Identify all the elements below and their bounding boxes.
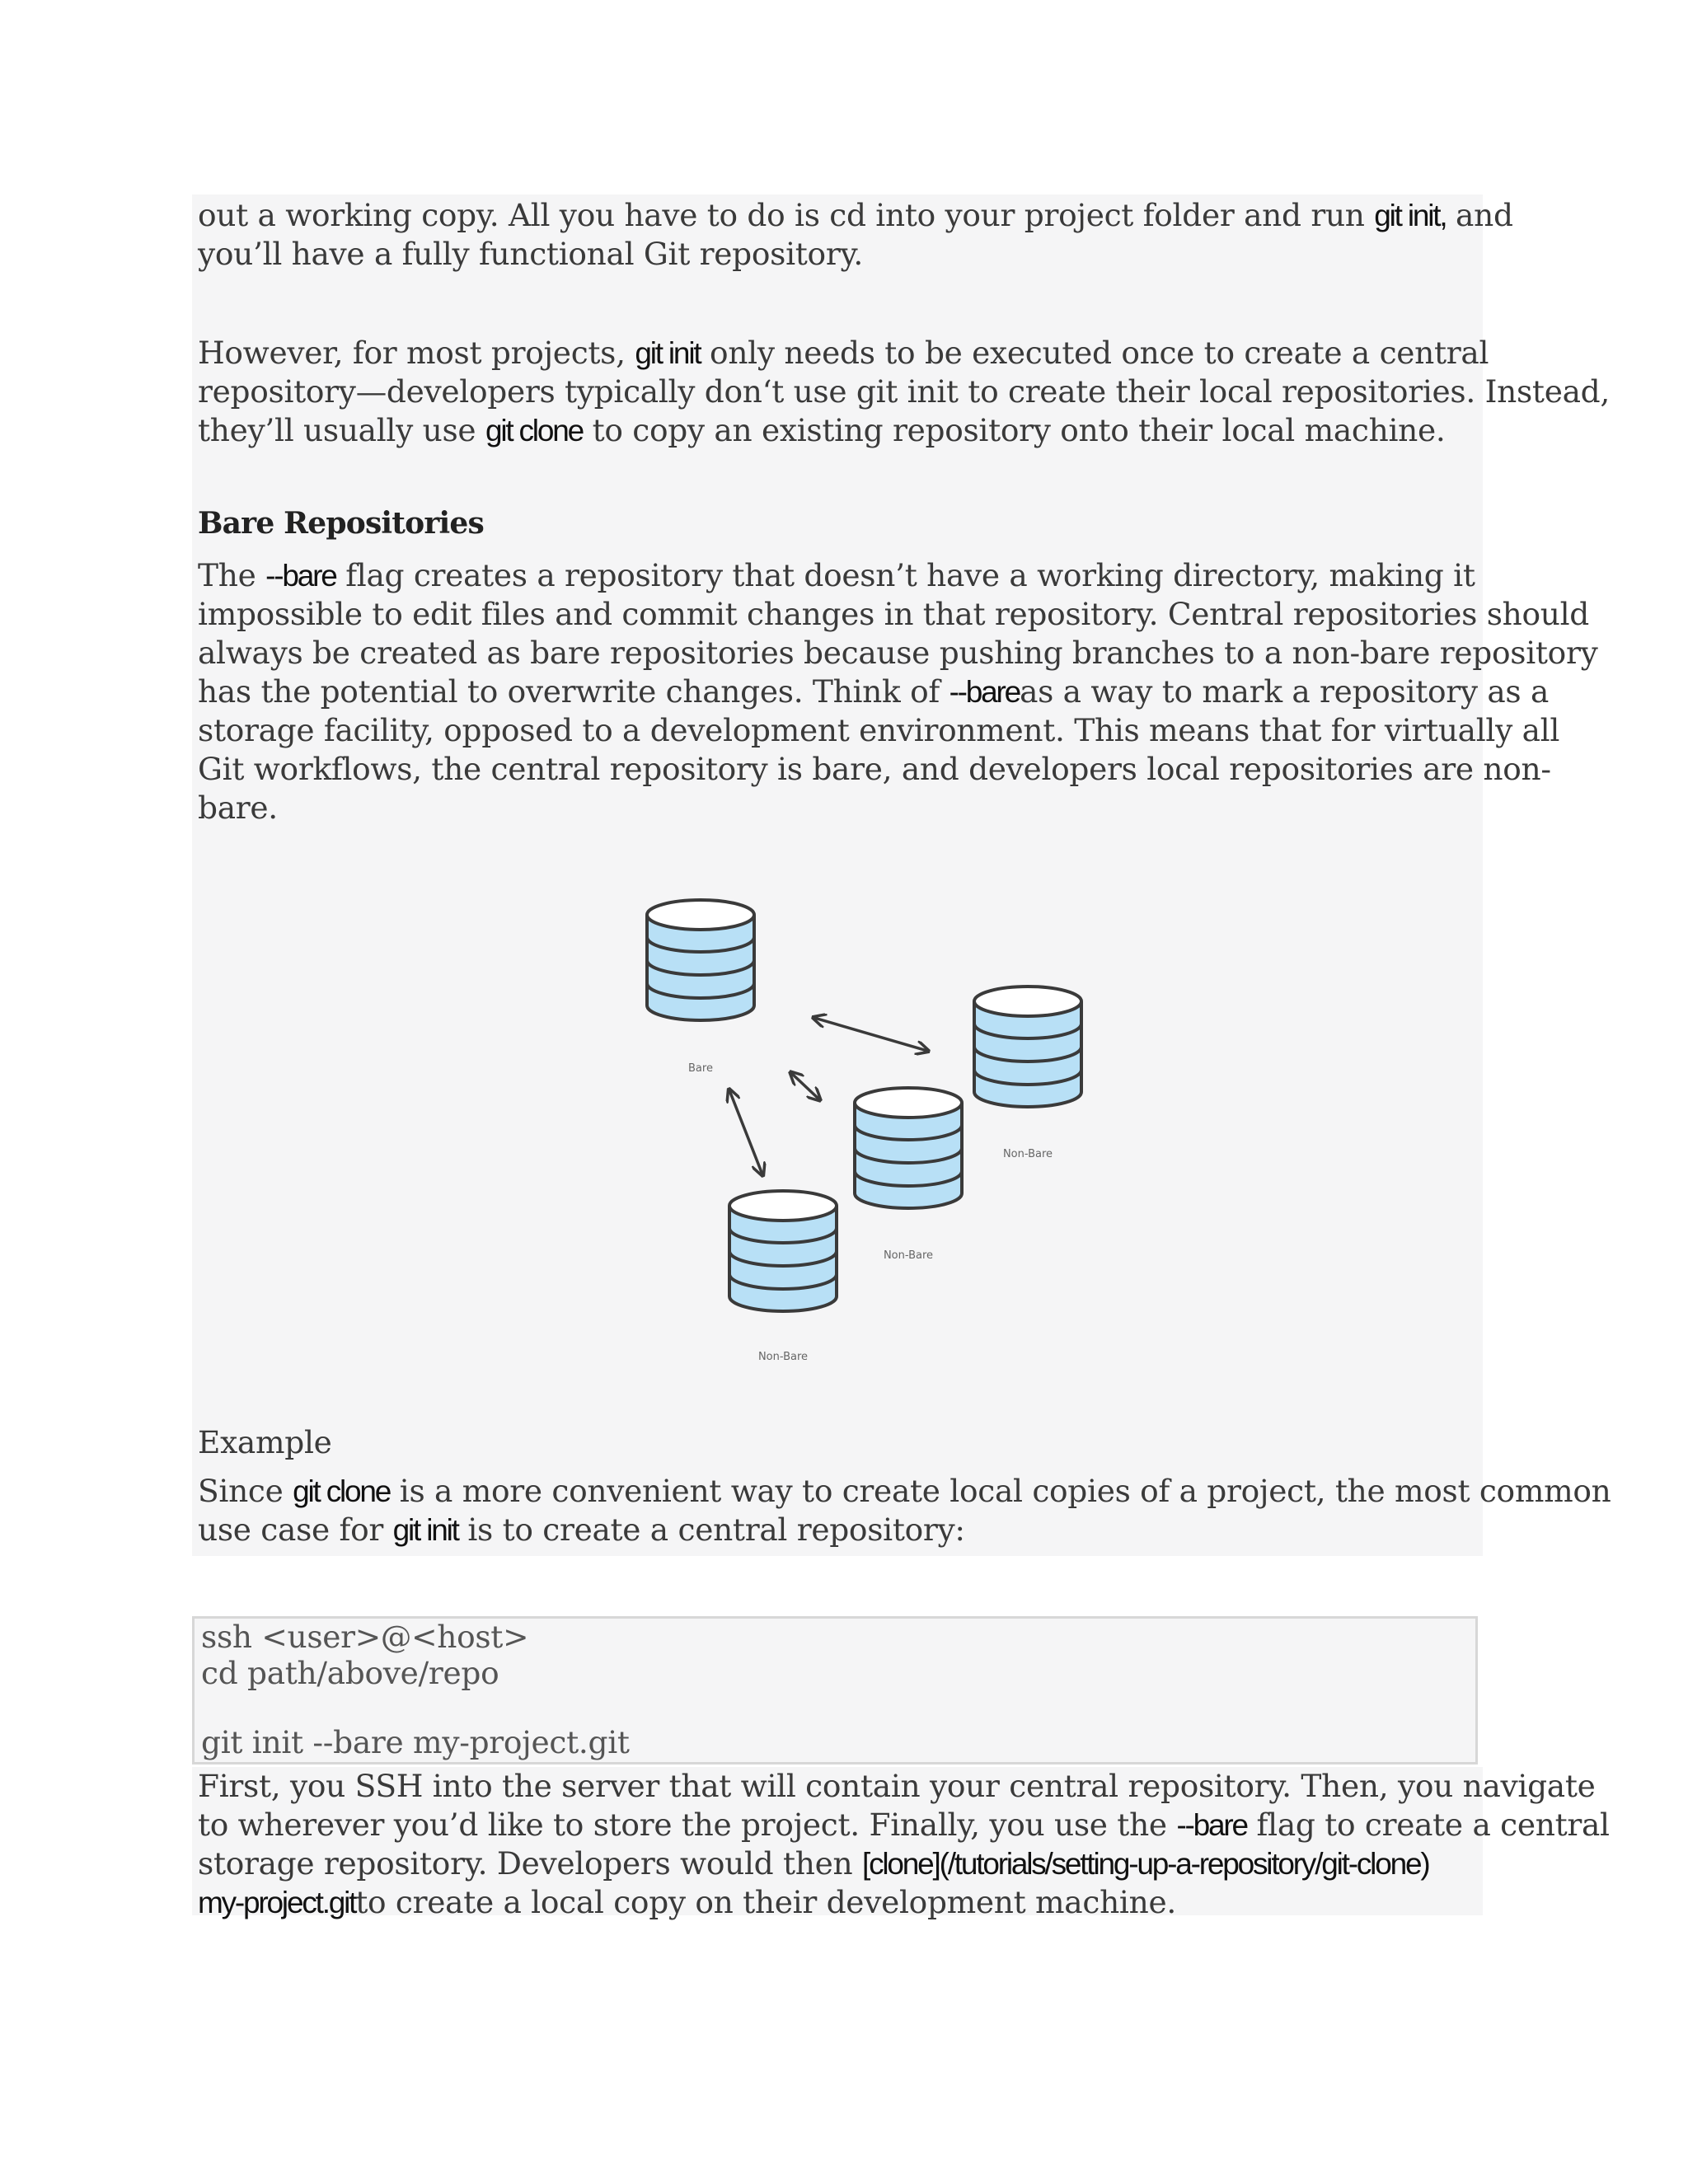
section-heading-bare-repositories: Bare Repositories [198, 506, 484, 541]
bare-line-3: always be created as bare repositories because pushing branches to a non-bare repository [198, 635, 1598, 671]
bare-line-1: The --bare flag creates a repository that doesn’t have a working directory, making it [198, 557, 1475, 593]
code-line-3: git init --bare my-project.git [201, 1724, 630, 1760]
inline-code-bare-flag: --bare [1176, 1808, 1247, 1842]
arrow-bare-to-middle [791, 1073, 819, 1099]
para2-line-3: they’ll usually use git clone to copy an existing repository onto their local machine. [198, 412, 1446, 448]
inline-code-bare-flag: --bare [265, 559, 336, 593]
code-line-2: cd path/above/repo [201, 1655, 499, 1691]
label-non-bare-right: Non-Bare [1002, 1148, 1053, 1160]
inline-code-git-init: git init, [1374, 199, 1447, 232]
bare-line-7: bare. [198, 790, 278, 826]
inline-code-git-clone: git clone [485, 414, 583, 448]
intro-line-1: out a working copy. All you have to do is cd into your project folder and run git init, and [198, 197, 1513, 233]
example-heading: Example [198, 1424, 332, 1460]
bare-line-4: has the potential to overwrite changes. Think of --bareas a way to mark a repository as a [198, 673, 1550, 710]
para2-line-2: repository—developers typically don‘t use git init to create their local repositories. Instead, [198, 373, 1610, 410]
arrow-bare-to-right [814, 1018, 927, 1051]
label-non-bare-middle: Non-Bare [883, 1249, 934, 1262]
database-icon-non-bare-right [974, 987, 1081, 1107]
bare-vs-nonbare-diagram [577, 890, 1154, 1385]
label-bare: Bare [688, 1062, 713, 1075]
inline-code-bare-flag: --bare [949, 675, 1020, 709]
final-line-3: storage repository. Developers would then [clone](/tutorials/setting-up-a-repository/git-clone) [198, 1845, 1429, 1882]
example-line-2: use case for git init is to create a central repository: [198, 1511, 965, 1548]
inline-code-repo-name: my-project.git [198, 1886, 356, 1919]
bare-line-6: Git workflows, the central repository is bare, and developers local repositories are non- [198, 751, 1551, 787]
code-block[interactable] [192, 1616, 1478, 1765]
inline-code-git-clone: git clone [293, 1474, 391, 1508]
final-line-2: to wherever you’d like to store the project. Finally, you use the --bare flag to create a central [198, 1807, 1610, 1843]
intro-line-2: you’ll have a fully functional Git repository. [198, 236, 863, 272]
example-line-1: Since git clone is a more convenient way to create local copies of a project, the most common [198, 1473, 1611, 1509]
inline-code-git-init: git init [392, 1513, 458, 1547]
database-icon-non-bare-middle [855, 1088, 962, 1208]
database-icon-non-bare-bottom [729, 1191, 837, 1311]
label-non-bare-bottom: Non-Bare [757, 1351, 809, 1363]
para2-line-1: However, for most projects, git init only needs to be executed once to create a central [198, 335, 1489, 371]
inline-code-git-init: git init [635, 336, 701, 370]
arrow-bare-to-bottom [729, 1090, 762, 1174]
bare-line-5: storage facility, opposed to a development environment. This means that for virtually all [198, 712, 1560, 748]
code-line-1: ssh <user>@<host> [201, 1619, 529, 1655]
bare-line-2: impossible to edit files and commit changes in that repository. Central repositories should [198, 596, 1590, 632]
final-line-1: First, you SSH into the server that will contain your central repository. Then, you navigate [198, 1768, 1596, 1804]
clone-link[interactable]: [clone](/tutorials/setting-up-a-repository/git-clone) [861, 1847, 1429, 1881]
database-icon-bare [647, 900, 754, 1020]
final-line-4: my-project.gitto create a local copy on their development machine. [198, 1884, 1176, 1920]
